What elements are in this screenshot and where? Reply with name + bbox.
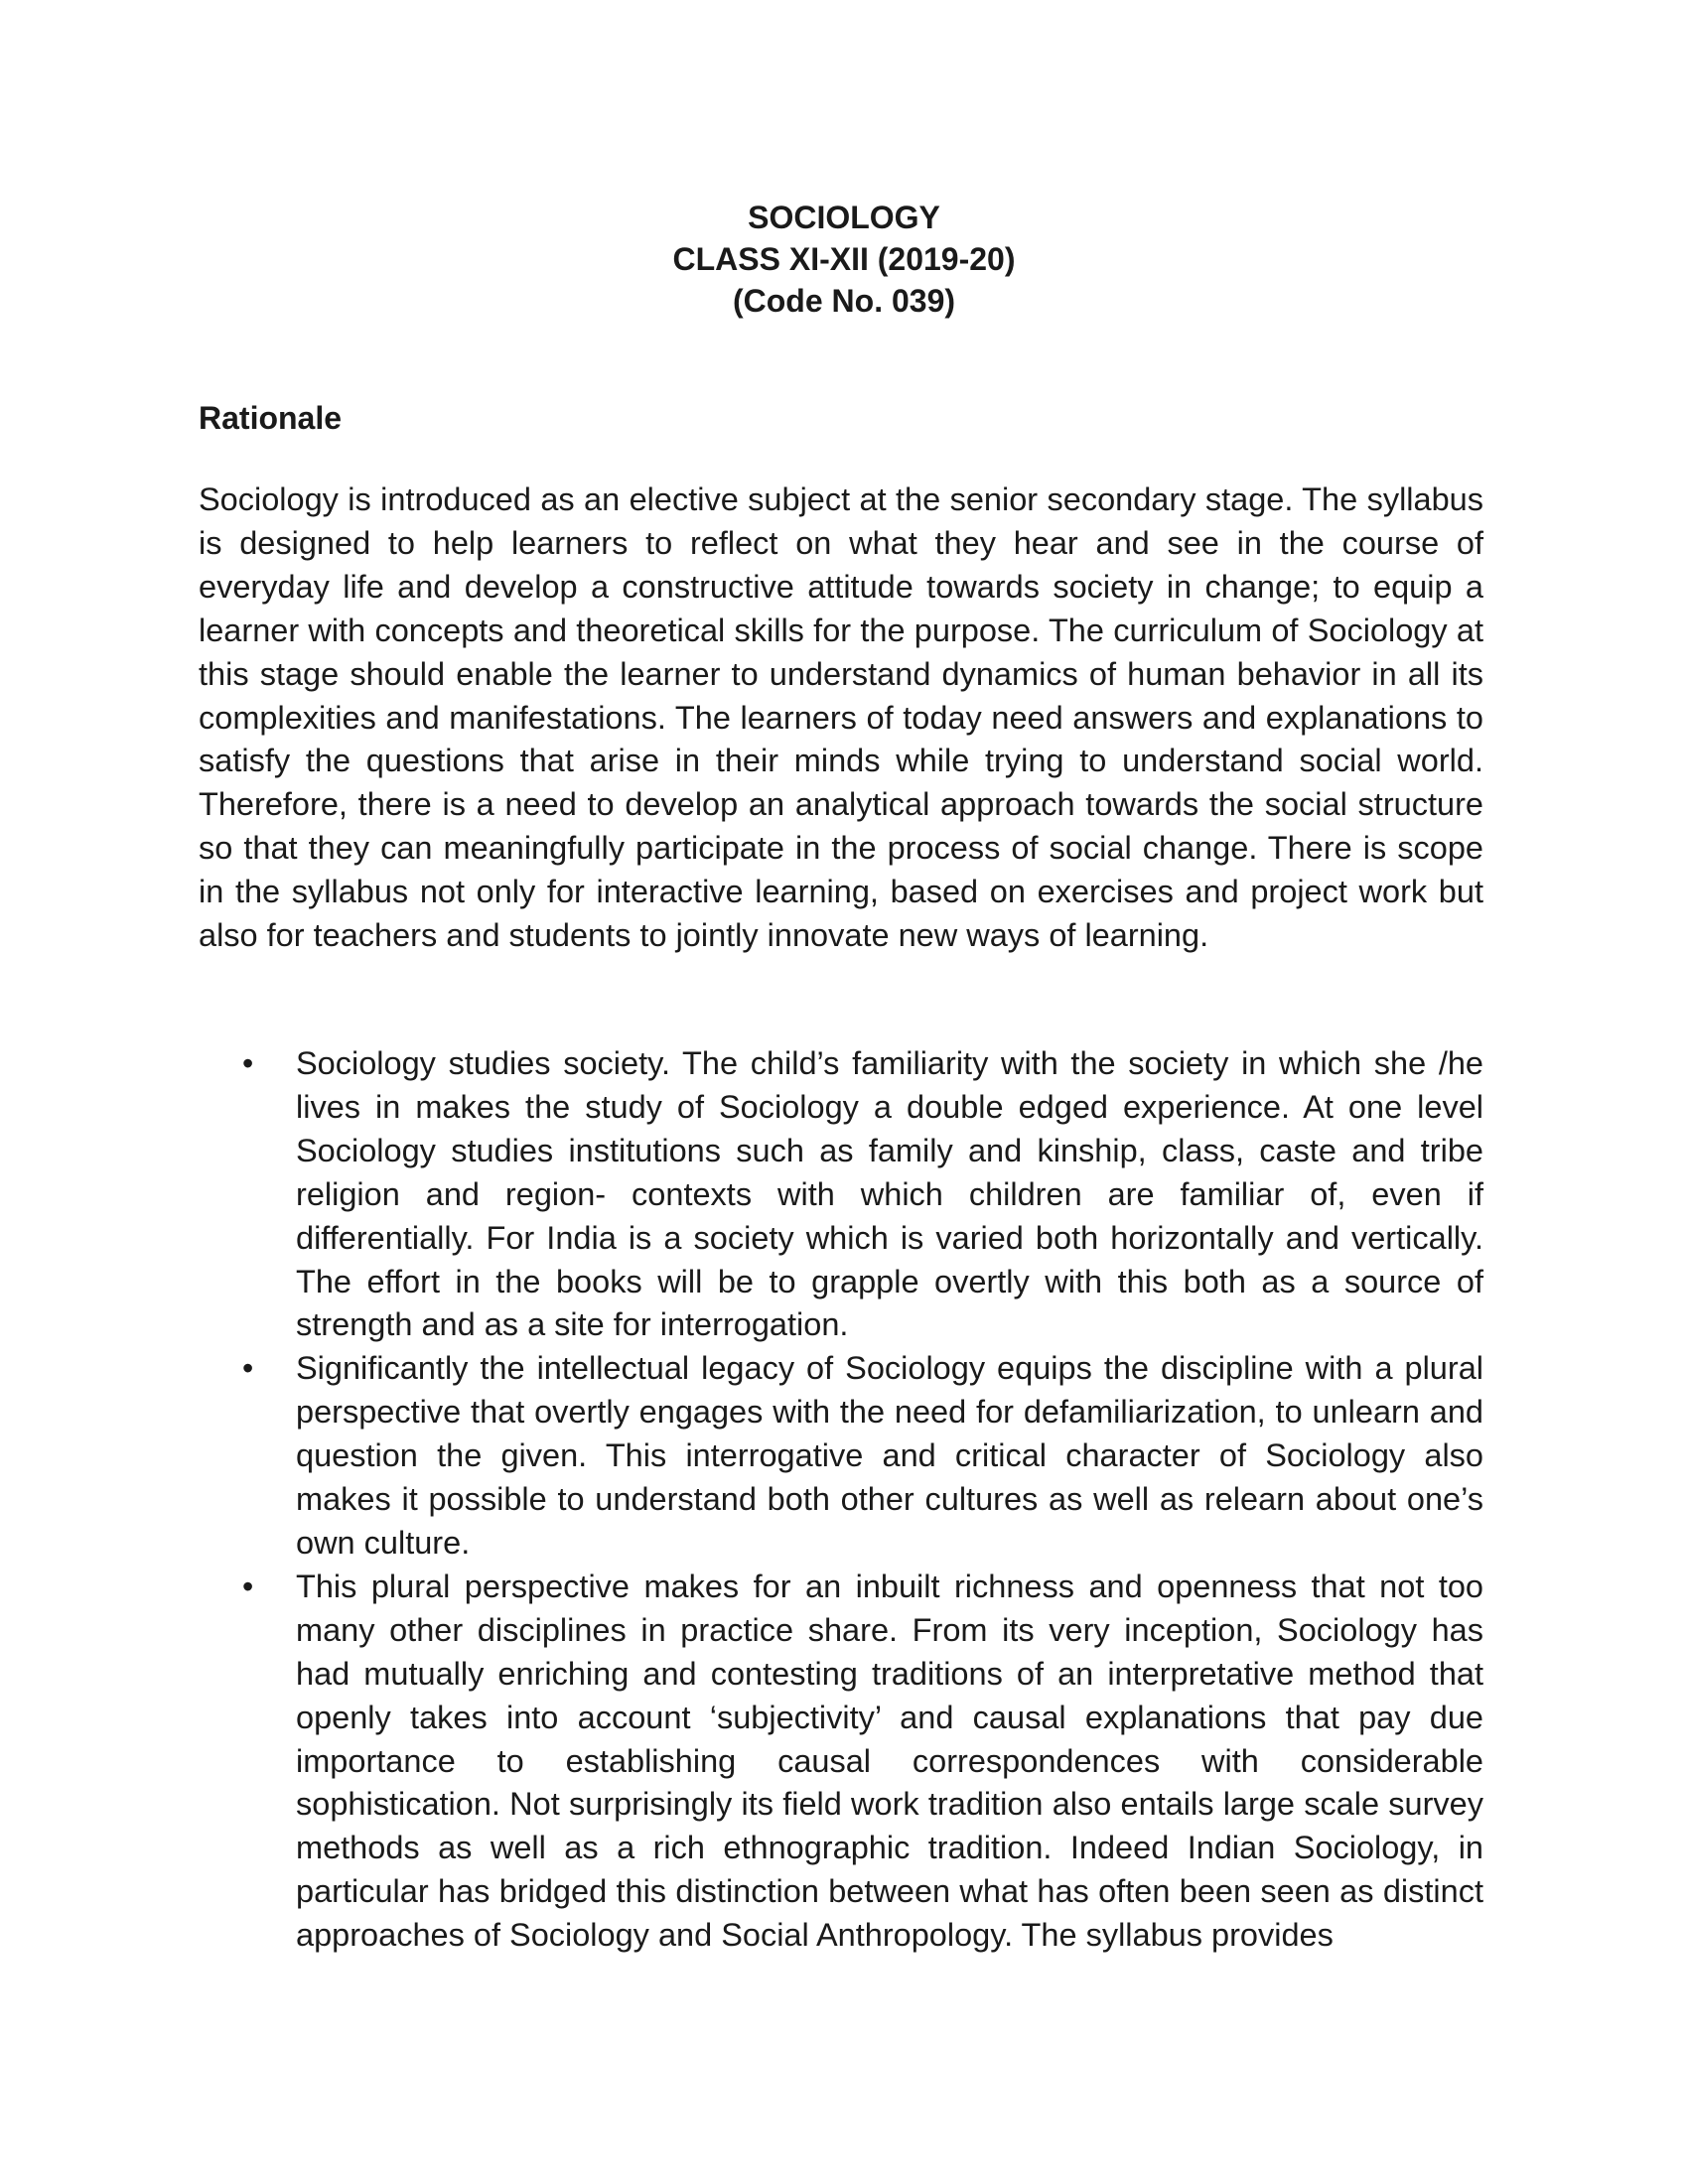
subject-title: SOCIOLOGY — [748, 200, 940, 235]
class-line: CLASS XI-XII (2019-20) — [672, 241, 1016, 277]
bullet-text: This plural perspective makes for an inbuilt richness and openness that not too many other disciplines in practice share. From its very inception, Sociology has had mutually enriching and contesting traditions of an interpretative method that openly takes into account ‘subjectivity’ and causal explanations that pay due importance to establishing causal correspondences with considerable sophistication. Not surprisingly its field work tradition also entails large scale survey methods as well as a rich ethnographic tradition. Indeed Indian Sociology, in particular has bridged this distinction between what has often been seen as distinct approaches of Sociology and Social Anthropology. The syllabus provides — [296, 1568, 1483, 1954]
bullet-item-3 — [199, 1566, 1483, 1958]
bullet-marker: • — [242, 1045, 254, 1081]
intro-paragraph: Sociology is introduced as an elective subject at the senior secondary stage. The syllabus is designed to help learners to reflect on what they hear and see in the course of everyday life and develop a constructive attitude towards society in change; to equip a learner with concepts and theoretical skills for the purpose. The curriculum of Sociology at this stage should enable the learner to understand dynamics of human behavior in all its complexities and manifestations. The learners of today need answers and explanations to satisfy the questions that arise in their minds while trying to understand social world. Therefore, there is a need to develop an analytical approach towards the social structure so that they can meaningfully participate in the process of social change. There is scope in the syllabus not only for interactive learning, based on exercises and project work but also for teachers and students to jointly innovate new ways of learning. — [199, 481, 1483, 954]
section-heading-rationale: Rationale — [199, 400, 343, 436]
document-header — [0, 197, 1688, 322]
bullet-marker: • — [242, 1350, 254, 1387]
bullet-item-1 — [199, 1042, 1483, 1347]
bullet-item-2 — [199, 1347, 1483, 1566]
bullet-list — [199, 1042, 1483, 1958]
bullet-marker: • — [242, 1568, 254, 1604]
bullet-text: Sociology studies society. The child’s familiarity with the society in which she /he lives in makes the study of Sociology a double edged experience. At one level Sociology studies institutions such as family and kinship, class, caste and tribe religion and region- contexts with which children are familiar of, even if differentially. For India is a society which is varied both horizontally and vertically. The effort in the books will be to grapple overtly with this both as a source of strength and as a site for interrogation. — [296, 1045, 1483, 1343]
bullet-text: Significantly the intellectual legacy of Sociology equips the discipline with a plural perspective that overtly engages with the need for defamiliarization, to unlearn and question the given. This interrogative and critical character of Sociology also makes it possible to understand both other cultures as well as relearn about one’s own culture. — [296, 1350, 1483, 1561]
code-line: (Code No. 039) — [732, 283, 956, 319]
